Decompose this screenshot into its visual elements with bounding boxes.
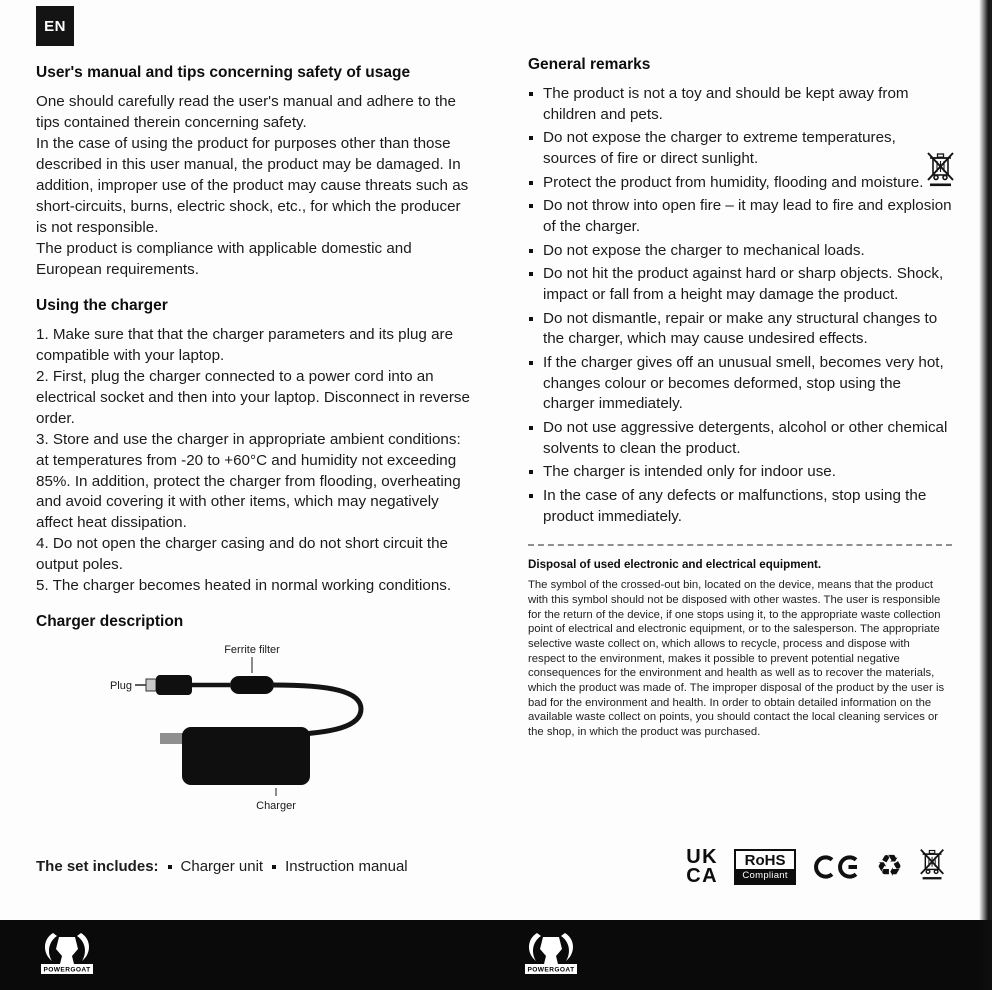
bullet-icon — [529, 92, 533, 96]
ce-mark-icon — [812, 854, 860, 880]
remark-text: The product is not a toy and should be kept away from children and pets. — [543, 85, 909, 123]
rohs-compliant-label: Compliant — [736, 869, 794, 883]
bullet-icon — [529, 317, 533, 321]
language-badge: EN — [36, 6, 74, 46]
ferrite-bead — [230, 676, 274, 694]
set-includes-line — [36, 858, 408, 875]
bullet-icon — [529, 470, 533, 474]
remark-item — [528, 418, 952, 459]
remark-text: Do not expose the charger to extreme temperatures, sources of fire or direct sunlight. — [543, 129, 896, 168]
plug-tip — [146, 679, 156, 691]
remark-item — [528, 241, 952, 262]
general-remarks-list — [528, 84, 952, 527]
remark-text: If the charger gives off an unusual smell, becomes very hot, changes colour or becomes deformed, stop using the charger immediately. — [543, 354, 944, 413]
plug-body — [156, 675, 192, 695]
using-heading: Using the charger — [36, 296, 168, 314]
ukca-line2: CA — [686, 864, 719, 887]
remark-item — [528, 128, 952, 169]
disposal-body: The symbol of the crossed-out bin, located on the device, means that the product with this symbol should not be disposed with other wastes. The user is responsible for the return of the device, if one stops using it, to the appropriate waste collection point of electrical and electronic equipment, or to the salesperson. The appropriate selective waste collect on, which allows to recycle, process and dispose with respect to the environment, makes it possible to prevent potential negative consequences for the environment and health as well as to recover the materials, which the product was made of. The improper disposal of the product by the user is bad for the environment and health. In order to obtain detailed information on the available waste collect on points, you should contact the local cleaning services or the shop, in which the product was purchased. — [528, 579, 945, 739]
ferrite-filter-label: Ferrite filter — [224, 644, 280, 657]
weee-bin-icon — [926, 148, 956, 195]
bullet-icon — [529, 361, 533, 365]
remarks-heading: General remarks — [528, 56, 651, 73]
compliance-marks — [686, 845, 946, 888]
safety-paragraph: One should carefully read the user's manual and adhere to the tips contained therein concerning safety. — [36, 93, 456, 131]
remark-text: Do not expose the charger to mechanical loads. — [543, 241, 865, 259]
remark-item — [528, 486, 952, 527]
plug-label: Plug — [109, 680, 132, 693]
remark-item — [528, 353, 952, 415]
description-heading: Charger description — [36, 613, 184, 631]
remark-item — [528, 196, 952, 237]
rohs-mark — [734, 849, 796, 885]
safety-paragraphs — [36, 92, 472, 281]
using-steps — [36, 325, 472, 598]
brand-text: POWERGOAT — [43, 966, 91, 974]
using-step: 4. Do not open the charger casing and do not short circuit the output poles. — [36, 535, 449, 574]
charger-label: Charger — [256, 800, 296, 813]
using-step: 1. Make sure that that the charger parameters and its plug are compatible with your laptop. — [36, 325, 454, 364]
powergoat-logo — [40, 931, 94, 984]
using-step: 3. Store and use the charger in appropriate ambient conditions: at temperatures from -20 to +60°C and humidity not exceeding 85%. In addition, protect the charger from flooding, overheating and avoid covering it with other items, which may negatively affect heat dissipation. — [36, 430, 461, 532]
using-step: 2. First, plug the charger connected to a power cord into an electrical socket and then into your laptop. Disconnect in reverse order. — [36, 367, 470, 427]
remark-text: The charger is intended only for indoor use. — [543, 463, 836, 481]
rohs-name: RoHS — [744, 851, 786, 869]
using-step: 5. The charger becomes heated in normal working conditions. — [36, 577, 452, 595]
bullet-icon — [529, 136, 533, 140]
bullet-icon — [272, 865, 276, 869]
charger-diagram — [80, 641, 472, 818]
safety-heading: User's manual and tips concerning safety of usage — [36, 64, 411, 81]
bullet-icon — [529, 494, 533, 498]
remark-item — [528, 462, 952, 483]
right-column — [528, 40, 952, 818]
powergoat-logo — [524, 931, 578, 984]
ukca-line1: UK — [686, 845, 719, 868]
charger-inlet — [160, 733, 182, 744]
brand-text: POWERGOAT — [527, 966, 575, 974]
remark-item — [528, 84, 952, 125]
bullet-icon — [168, 865, 172, 869]
remark-item — [528, 173, 952, 194]
charger-body — [182, 727, 310, 785]
safety-paragraph: The product is compliance with applicable domestic and European requirements. — [36, 239, 412, 278]
remark-text: Do not use aggressive detergents, alcohol or other chemical solvents to clean the product. — [543, 419, 948, 457]
bullet-icon — [529, 249, 533, 253]
remark-text: In the case of any defects or malfunctions, stop using the product immediately. — [543, 487, 927, 525]
set-includes-label: The set includes: — [36, 858, 159, 875]
weee-bin-icon — [919, 845, 946, 888]
remark-item — [528, 309, 952, 350]
bullet-icon — [529, 426, 533, 430]
bullet-icon — [529, 204, 533, 208]
remark-text: Do not hit the product against hard or sharp objects. Shock, impact or fall from a height may damage the product. — [543, 265, 944, 304]
set-item-instruction-manual: Instruction manual — [285, 858, 408, 875]
footer-band — [0, 920, 992, 990]
dashed-separator — [528, 544, 952, 546]
recycle-icon: ♻ — [876, 848, 903, 884]
remark-text: Do not throw into open fire – it may lead to fire and explosion of the charger. — [543, 197, 952, 236]
ukca-mark — [686, 845, 719, 887]
disposal-heading: Disposal of used electronic and electrical equipment. — [528, 558, 822, 572]
remark-item — [528, 264, 952, 305]
charger-diagram-drawing — [80, 641, 392, 813]
remark-text: Do not dismantle, repair or make any structural changes to the charger, which may cause undesired effects. — [543, 309, 938, 348]
safety-paragraph: In the case of using the product for purposes other than those described in this user manual, the product may be damaged. In addition, improper use of the product may cause threats such as short-circuits, burns, electric shock, etc., for which the producer is not responsible. — [36, 134, 469, 236]
bullet-icon — [529, 181, 533, 185]
left-column — [36, 64, 472, 818]
bullet-icon — [529, 272, 533, 276]
remark-text: Protect the product from humidity, flooding and moisture. — [543, 173, 924, 191]
scan-edge — [979, 0, 992, 990]
set-item-charger-unit: Charger unit — [180, 858, 264, 875]
